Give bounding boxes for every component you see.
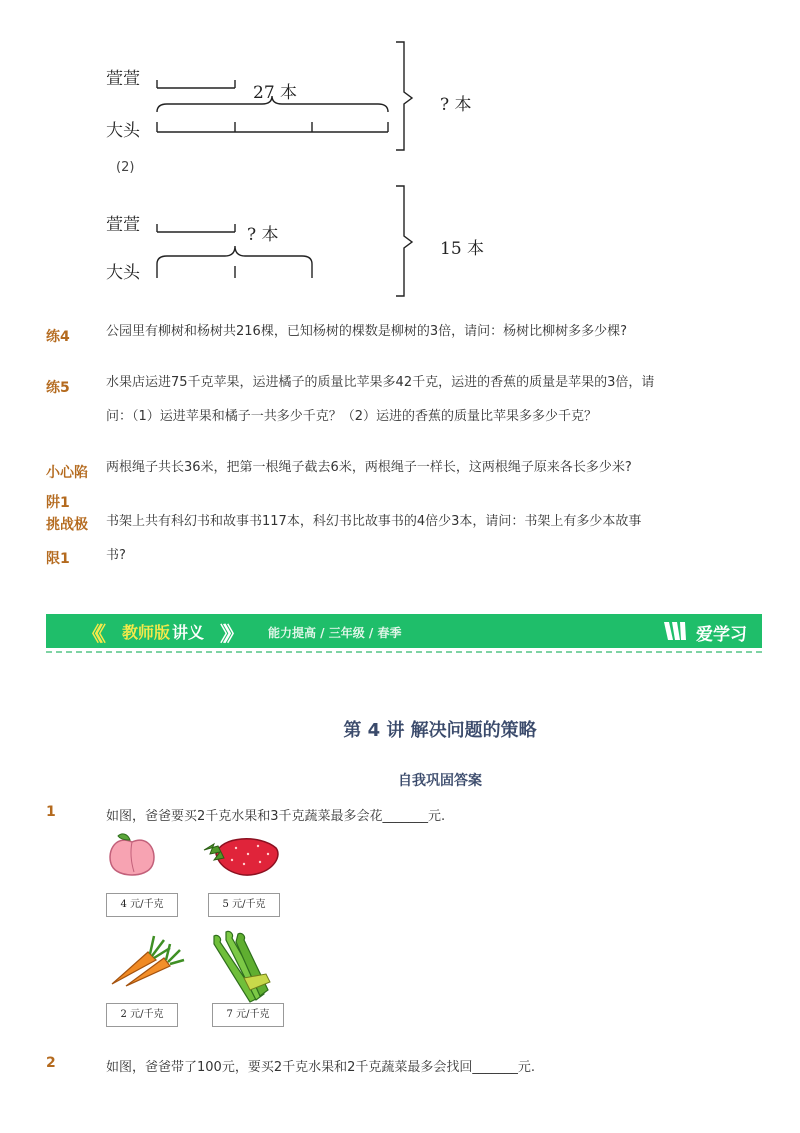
peach-price-label: 4 元/千克: [106, 893, 178, 917]
exercise-label-lian4: 练4: [46, 329, 70, 345]
diagram1-row1-label: 萱萱: [106, 69, 140, 89]
brand-logo-icon: [664, 620, 692, 642]
diagram2-brace-label: ? 本: [247, 225, 279, 245]
brand-name: 爱学习: [696, 625, 747, 645]
teacher-edition-banner: [46, 614, 762, 648]
exercise-label-lian5: 练5: [46, 380, 70, 396]
exercise-text-lian4: 公园里有柳树和杨树共216棵，已知杨树的棵数是柳树的3倍，请问：杨树比柳树多多少棵?: [106, 324, 627, 339]
exercise-text-trap1: 两根绳子共长36米，把第一根绳子截去6米，两根绳子一样长，这两根绳子原来各长多少米?: [106, 460, 632, 475]
banner-dotted-divider: [46, 651, 762, 653]
diagram1-total-label: ? 本: [440, 95, 472, 115]
diagram2-segments: [0, 170, 800, 310]
exercise-text-lian5-line1: 水果店运进75千克苹果，运进橘子的质量比苹果多42千克，运进的香蕉的质量是苹果的3倍，请: [106, 375, 655, 390]
asparagus-icon: [204, 930, 280, 1004]
banner-title-part2: 讲义: [172, 623, 205, 642]
exercise-label-challenge1-part1: 挑战极: [46, 517, 88, 533]
question-2-text: 如图，爸爸带了100元，要买2千克水果和2千克蔬菜最多会找回_______元.: [106, 1060, 535, 1075]
asparagus-price-label: 7 元/千克: [212, 1003, 284, 1027]
carrot-icon: [104, 930, 186, 990]
diagram2-number-label: (2): [116, 160, 135, 175]
diagram2-row1-label: 萱萱: [106, 215, 140, 235]
banner-left-chevrons: 《《: [82, 622, 100, 646]
exercise-label-trap1-part1: 小心陷: [46, 465, 88, 481]
diagram1-brace-label: 27 本: [253, 83, 298, 103]
lecture-title: 第 4 讲 解决问题的策略: [343, 720, 537, 741]
question-1-text: 如图，爸爸要买2千克水果和3千克蔬菜最多会花_______元.: [106, 809, 446, 824]
exercise-label-challenge1-part2: 限1: [46, 551, 70, 567]
exercise-text-challenge1-line2: 书?: [106, 548, 126, 563]
banner-title-part1: 教师版: [122, 623, 171, 642]
diagram1-row2-label: 大头: [106, 121, 140, 141]
strawberry-icon: [200, 830, 282, 880]
question-2-number: 2: [46, 1055, 56, 1071]
answers-title: 自我巩固答案: [398, 773, 482, 789]
exercise-text-lian5-line2: 问：（1）运进苹果和橘子一共多少千克？（2）运进的香蕉的质量比苹果多多少千克？: [106, 409, 598, 424]
diagram2-row2-label: 大头: [106, 263, 140, 283]
banner-subtitle: 能力提高 / 三年级 / 春季: [268, 626, 402, 640]
exercise-label-trap1-part2: 阱1: [46, 495, 70, 511]
exercise-text-challenge1-line1: 书架上共有科幻书和故事书117本，科幻书比故事书的4倍少3本，请问：书架上有多少本故事: [106, 514, 642, 529]
diagram1-segments: [0, 0, 800, 160]
banner-right-chevrons: 》》: [220, 622, 238, 646]
strawberry-price-label: 5 元/千克: [208, 893, 280, 917]
peach-icon: [104, 830, 160, 880]
carrot-price-label: 2 元/千克: [106, 1003, 178, 1027]
diagram2-total-label: 15 本: [440, 239, 485, 259]
question-1-number: 1: [46, 804, 56, 820]
